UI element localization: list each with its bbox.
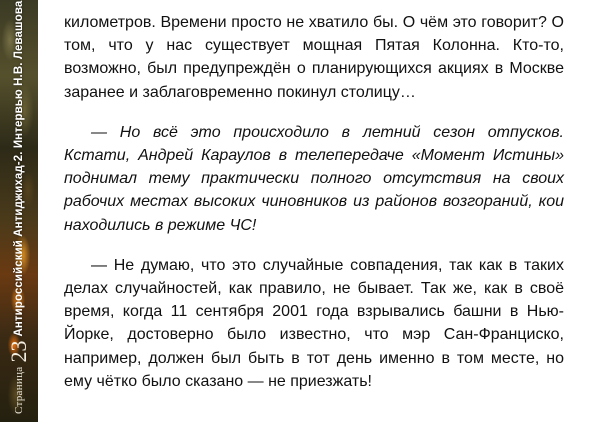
body-text	[64, 11, 564, 410]
page-label: Страница	[13, 366, 25, 414]
paragraph-2-question: — Но всё это происходило в летний сезон отпусков. Кстати, Андрей Караулов в телепередаче «Момент Истины» поднимал тему практически полного отсутствия на своих рабочих местах высоких чиновников из районов возгораний, кои находились в режиме ЧС!	[64, 123, 564, 234]
sidebar-fire-photo-strip	[0, 0, 38, 422]
paragraph-1: километров. Времени просто не хватило бы. О чём это говорит? О том, что у нас существует мощная Пятая Колонна. Кто-то, возможно, был предупреждён о планирующихся акциях в Москве заранее и заблаговременно покинул столицу…	[64, 14, 564, 101]
sidebar-running-header	[4, 0, 34, 414]
running-title: Антироссийский Антиджихад-2. Интервью Н.В. Левашова	[13, 0, 25, 337]
page-number: 23	[6, 340, 31, 363]
paragraph-3-answer: — Не думаю, что это случайные совпадения, так как в таких делах случайностей, как правило, не бывает. Так же, как в своё время, когда 11 сентября 2001 года взрывались башни в Нью-Йорке, достоверно было известно, что мэр Сан-Франциско, например, должен был быть в тот день именно в том месте, но ему чётко было сказано — не приезжать!	[64, 256, 564, 390]
